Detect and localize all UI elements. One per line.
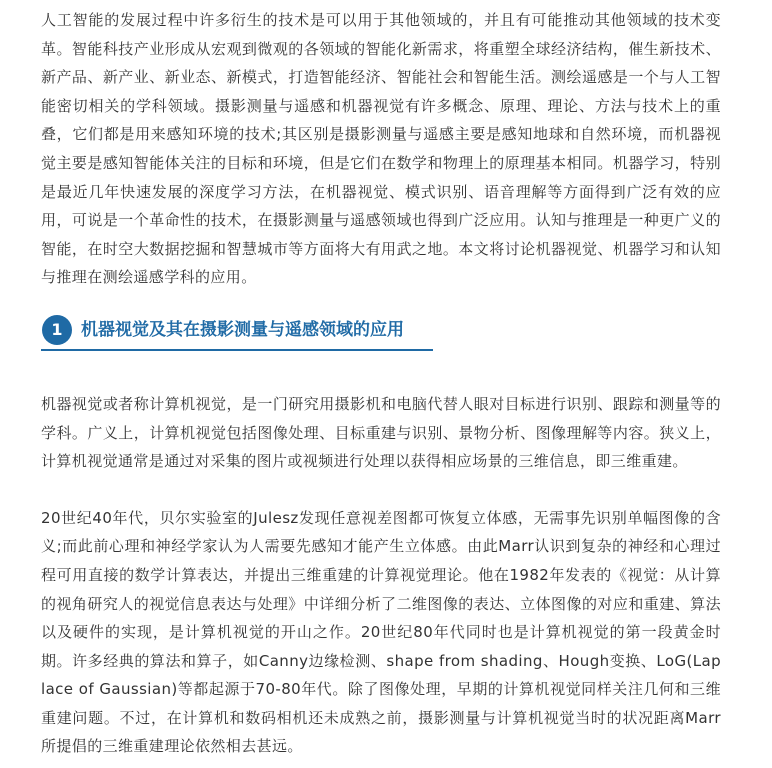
paragraph-history: 20世纪40年代，贝尔实验室的Julesz发现任意视差图都可恢复立体感，无需事先识别单幅图像的含义;而此前心理和神经学家认为人需要先感知才能产生立体感。由此Marr认识到复杂的神经和心理过程可用直接的数学计算表达，并提出三维重建的计算视觉理论。他在1982年发表的《视觉：从计算的视角研究人的视觉信息表达与处理》中详细分析了二维图像的表达、立体图像的对应和重建、算法以及硬件的实现，是计算机视觉的开山之作。20世纪80年代同时也是计算机视觉的第一段黄金时期。许多经典的算法和算子，如Canny边缘检测、shape from shading、Hough变换、LoG(Laplace of Gaussian)等都起源于70-80年代。除了图像处理，早期的计算机视觉同样关注几何和三维重建问题。不过，在计算机和数码相机还未成熟之前，摄影测量与计算机视觉当时的状况距离Marr所提倡的三维重建理论依然相去甚远。 bbox=[41, 508, 721, 756]
article-body bbox=[41, 0, 721, 761]
paragraph-intro: 人工智能的发展过程中许多衍生的技术是可以用于其他领域的，并且有可能推动其他领域的技术变革。智能科技产业形成从宏观到微观的各领域的智能化新需求，将重塑全球经济结构，催生新技术、新产品、新产业、新业态、新模式，打造智能经济、智能社会和智能生活。测绘遥感是一个与人工智能密切相关的学科领域。摄影测量与遥感和机器视觉有许多概念、原理、理论、方法与技术上的重叠，它们都是用来感知环境的技术;其区别是摄影测量与遥感主要是感知地球和自然环境，而机器视觉主要是感知智能体关注的目标和环境，但是它们在数学和物理上的原理基本相同。机器学习，特别是最近几年快速发展的深度学习方法，在机器视觉、模式识别、语音理解等方面得到广泛有效的应用，可说是一个革命性的技术，在摄影测量与遥感领域也得到广泛应用。认知与推理是一种更广义的智能，在时空大数据挖掘和智慧城市等方面将大有用武之地。本文将讨论机器视觉、机器学习和认知与推理在测绘遥感学科的应用。 bbox=[41, 11, 721, 287]
section-underline bbox=[41, 349, 433, 351]
paragraph-machine-vision-definition: 机器视觉或者称计算机视觉，是一门研究用摄影机和电脑代替人眼对目标进行识别、跟踪和测量等的学科。广义上，计算机视觉包括图像处理、目标重建与识别、景物分析、图像理解等内容。狭义上，计算机视觉通常是通过对采集的图片或视频进行处理以获得相应场景的三维信息，即三维重建。 bbox=[41, 394, 721, 471]
section-title: 机器视觉及其在摄影测量与遥感领域的应用 bbox=[81, 319, 404, 340]
section-heading bbox=[41, 312, 433, 356]
section-number-badge: 1 bbox=[42, 315, 72, 345]
